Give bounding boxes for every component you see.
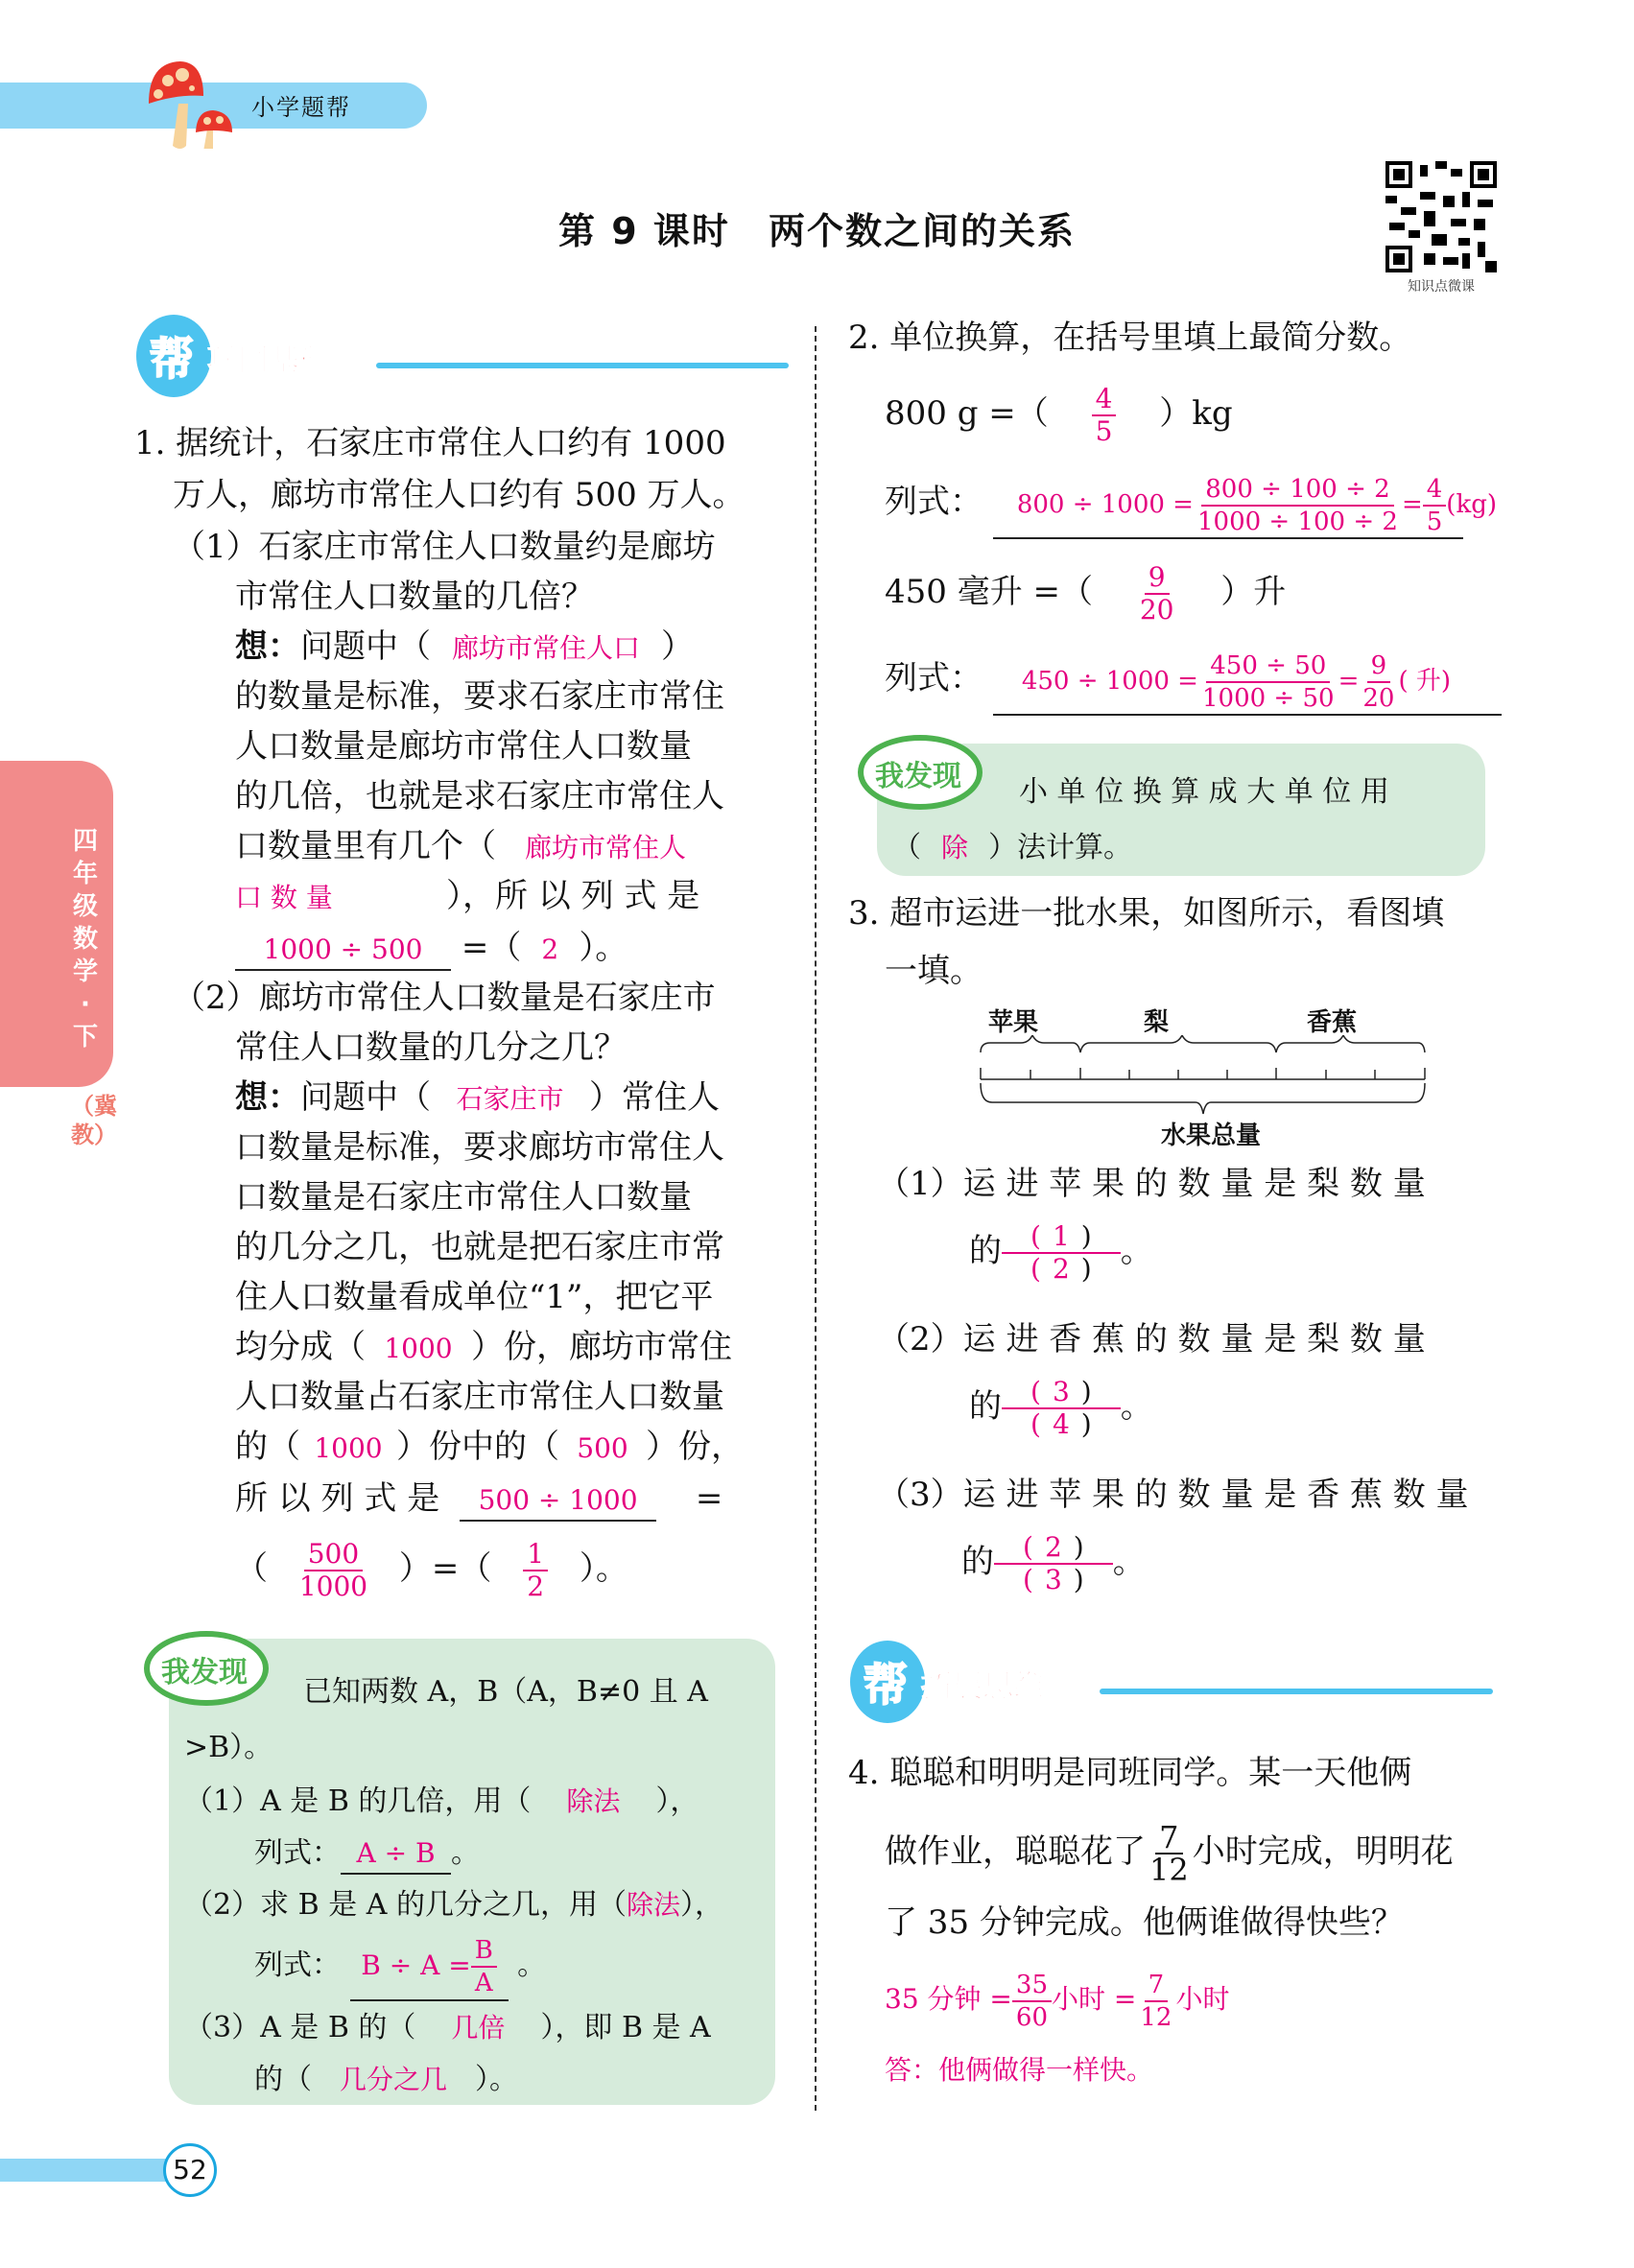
page-number: 52 [163,2143,217,2197]
qr-label: 知识点微课 [1408,279,1475,295]
q4-solution[interactable]: 35 分钟 = $\frac{35}{60}$ 小时 = $\frac{7}{12}$ 小时 [885,1970,1230,2032]
answer-blank[interactable]: 450 ÷ 1000 = $\frac{450 \div 50}{1000 \div 50}$ = $\frac{9}{20}$ ( 升) [993,650,1502,716]
q2-stem: 2. 单位换算，在括号里填上最简分数。 [848,319,1412,357]
answer-blank[interactable]: 口 数 量 [235,882,333,913]
discovery-item1-expr: 列式： A ÷ B 。 [254,1834,480,1875]
answer-blank[interactable]: B ÷ A = $\frac{B}{A}$ [350,1932,509,2001]
q1-p1-equation: 1000 ÷ 500 =（ 2 ）。 [235,929,628,971]
diagram-total-label: 水果总量 [1161,1122,1262,1150]
footer-bar [0,2159,173,2182]
answer-fraction[interactable]: $\frac{( 2 )}{( 3 )}$ [994,1532,1113,1595]
q1-p2-fraction-result: （ $\frac{500}{1000}$ ）=（ $\frac{1}{2}$ ）。 [235,1538,628,1602]
q2b-work: 列式： 450 ÷ 1000 = $\frac{450 \div 50}{1000 \div 50}$ = $\frac{9}{20}$ ( 升) [885,647,1502,710]
diagram-label-pear: 梨 [1144,1008,1170,1037]
discovery-text-line2: >B）。 [184,1731,273,1764]
q4-stem-line1: 4. 聪聪和明明是同班同学。某一天他俩 [848,1754,1412,1792]
brand-name: 小学题帮 [251,94,351,121]
q1-p1-think-line1: 想：问题中（ 廊坊市常住人口 ） [235,627,694,666]
q4-stem-line3: 了 35 分钟完成。他俩谁做得快些？ [885,1903,1404,1942]
q4-answer[interactable]: 答：他俩做得一样快。 [885,2054,1154,2086]
discovery-text-line1: 小 单 位 换 算 成 大 单 位 用 [1019,775,1389,809]
q2a-work: 列式： 800 ÷ 1000 = $\frac{800 \div 100 \div 2}{1000 \div 100 \div 2}$ = $\frac{4}{5}$ (kg) [885,470,1463,533]
q1-p1-question-line2: 市常住人口数量的几倍？ [235,578,594,616]
q3-item1-question: （1）运 进 苹 果 的 数 量 是 梨 数 量 [877,1165,1426,1203]
discovery-label: 我发现 [161,1656,248,1689]
answer-blank[interactable]: A ÷ B [341,1834,451,1875]
answer-blank[interactable]: 除法 [626,1889,680,1921]
q4-stem-line2: 做作业，聪聪花了 $\frac{7}{12}$ 小时完成，明明花 [885,1819,1454,1888]
q1-p2-think-line4: 的几分之几，也就是把石家庄市常 [235,1228,724,1266]
answer-blank[interactable]: 石家庄市 [456,1083,564,1115]
q1-p2-question-line2: 常住人口数量的几分之几？ [235,1028,627,1067]
answer-fraction[interactable]: $\frac{( 3 )}{( 4 )}$ [1002,1377,1121,1440]
answer-blank[interactable]: 2 [541,933,559,965]
answer-blank[interactable]: 1000 [384,1333,453,1364]
discovery-item3: （3）A 是 B 的（ 几倍 ），即 B 是 A [184,2009,711,2047]
q1-p2-think-line5: 住人口数量看成单位“1”，把它平 [235,1278,714,1316]
answer-blank[interactable]: 800 ÷ 1000 = $\frac{800 \div 100 \div 2}{1000 \div 100 \div 2}$ = $\frac{4}{5}$ (kg) [993,473,1463,539]
q1-p1-think-line6: 口 数 量 ），所 以 列 式 是 [235,877,700,915]
diagram-label-apple: 苹果 [988,1008,1039,1037]
q3-stem-line1: 3. 超市运进一批水果，如图所示，看图填 [848,894,1445,933]
answer-fraction[interactable]: $\frac{1}{2}$ [523,1539,548,1602]
discovery-item2: （2）求 B 是 A 的几分之几，用（除法）， [184,1888,723,1922]
answer-blank[interactable]: 1000 ÷ 500 [235,931,451,971]
q1-p2-think-line7: 人口数量占石家庄市常住人口数量 [235,1378,724,1416]
discovery-item2-expr: 列式： B ÷ A = $\frac{B}{A}$ 。 [254,1932,546,1999]
q1-p1-question-line1: （1）石家庄市常住人口数量约是廊坊 [173,528,716,566]
q1-p2-think-line6: 均分成（ 1000 ）份，廊坊市常住 [235,1328,732,1366]
q1-p2-think-line3: 口数量是石家庄市常住人口数量 [235,1178,692,1217]
answer-blank[interactable]: 500 [577,1432,628,1464]
discovery-text-line1: 已知两数 A，B（A，B≠0 且 A [303,1675,708,1709]
q1-p1-think-line3: 人口数量是廊坊市常住人口数量 [235,727,692,766]
q3-item3-answer: 的 $\frac{( 2 )}{( 3 )}$ 。 [961,1531,1146,1595]
q1-p2-think-line2: 口数量是标准，要求廊坊市常住人 [235,1128,724,1167]
q2a-equation: 800 g =（ $\frac{4}{5}$ ）kg [885,383,1233,447]
section-label: 巩固基础 [207,342,331,378]
discovery-label: 我发现 [875,760,961,793]
q3-stem-line2: 一填。 [885,952,983,990]
answer-blank[interactable]: 廊坊市常住人 [525,832,687,863]
segment-bar-icon [979,1035,1430,1122]
discovery-text-line2: （ 除 ）法计算。 [892,829,1132,867]
answer-blank[interactable]: 几分之几 [339,2064,447,2095]
answer-fraction[interactable]: $\frac{500}{1000}$ [298,1538,368,1602]
q1-p2-think-line1: 想：问题中（ 石家庄市 ）常住人 [235,1078,720,1117]
fruit-segment-diagram [979,1003,1430,1150]
q3-item2-question: （2）运 进 香 蕉 的 数 量 是 梨 数 量 [877,1320,1426,1358]
answer-fraction[interactable]: $\frac{( 1 )}{( 2 )}$ [1002,1221,1121,1285]
answer-blank[interactable]: 1000 [314,1432,383,1464]
answer-blank[interactable]: 几倍 [451,2012,506,2044]
column-divider [815,326,817,2111]
q2b-equation: 450 毫升 =（ $\frac{9}{20}$ ）升 [885,561,1287,626]
q3-item1-answer: 的 $\frac{( 1 )}{( 2 )}$ 。 [969,1220,1153,1285]
lesson-title: 两个数之间的关系 [768,210,1076,252]
q1-stem-line2: 万人，廊坊市常住人口约有 500 万人。 [173,476,746,514]
q1-stem-line1: 1. 据统计，石家庄市常住人口约有 1000 [134,424,726,462]
lesson-number: 第 9 课时 [558,210,730,252]
q1-p2-question-line1: （2）廊坊市常住人口数量是石家庄市 [173,979,716,1017]
q3-item2-answer: 的 $\frac{( 3 )}{( 4 )}$ 。 [969,1376,1153,1440]
grade-label: 四年级数学·下 [72,827,98,1051]
mushroom-icon [144,58,240,149]
q1-p2-think-line8: 的（ 1000 ）份中的（ 500 ）份， [235,1428,744,1466]
q1-p1-think-line5: 口数量里有几个（ 廊坊市常住人 [235,827,687,865]
discovery-item3-cont: 的（ 几分之几 ）。 [254,2061,518,2099]
discovery-item1: （1）A 是 B 的几倍，用（ 除法 ）， [184,1783,699,1821]
section-label: 拓展思维 [921,1667,1045,1704]
diagram-label-banana: 香蕉 [1307,1008,1358,1037]
section-rule [376,363,789,368]
answer-fraction[interactable]: $\frac{4}{5}$ [1092,384,1117,447]
answer-blank[interactable]: 廊坊市常住人口 [451,632,640,664]
edition-label: （冀教） [71,1093,117,1148]
section-heading-extend [850,1641,1493,1727]
answer-blank[interactable]: 除 [940,832,968,863]
qr-code-icon[interactable] [1385,161,1497,272]
section-bang: 帮 [864,1659,908,1711]
q1-p2-equation: 所 以 列 式 是 500 ÷ 1000 = [235,1479,722,1522]
answer-blank[interactable]: 除法 [566,1785,621,1817]
q3-item3-question: （3）运 进 苹 果 的 数 量 是 香 蕉 数 量 [877,1476,1469,1514]
answer-fraction[interactable]: $\frac{9}{20}$ [1139,561,1174,626]
q1-p1-think-line2: 的数量是标准，要求石家庄市常住 [235,677,724,716]
answer-blank[interactable]: 500 ÷ 1000 [460,1481,656,1522]
q1-p1-think-line4: 的几倍，也就是求石家庄市常住人 [235,777,724,815]
section-rule [1100,1689,1493,1694]
section-bang: 帮 [150,333,194,385]
section-heading-basic [136,315,789,401]
